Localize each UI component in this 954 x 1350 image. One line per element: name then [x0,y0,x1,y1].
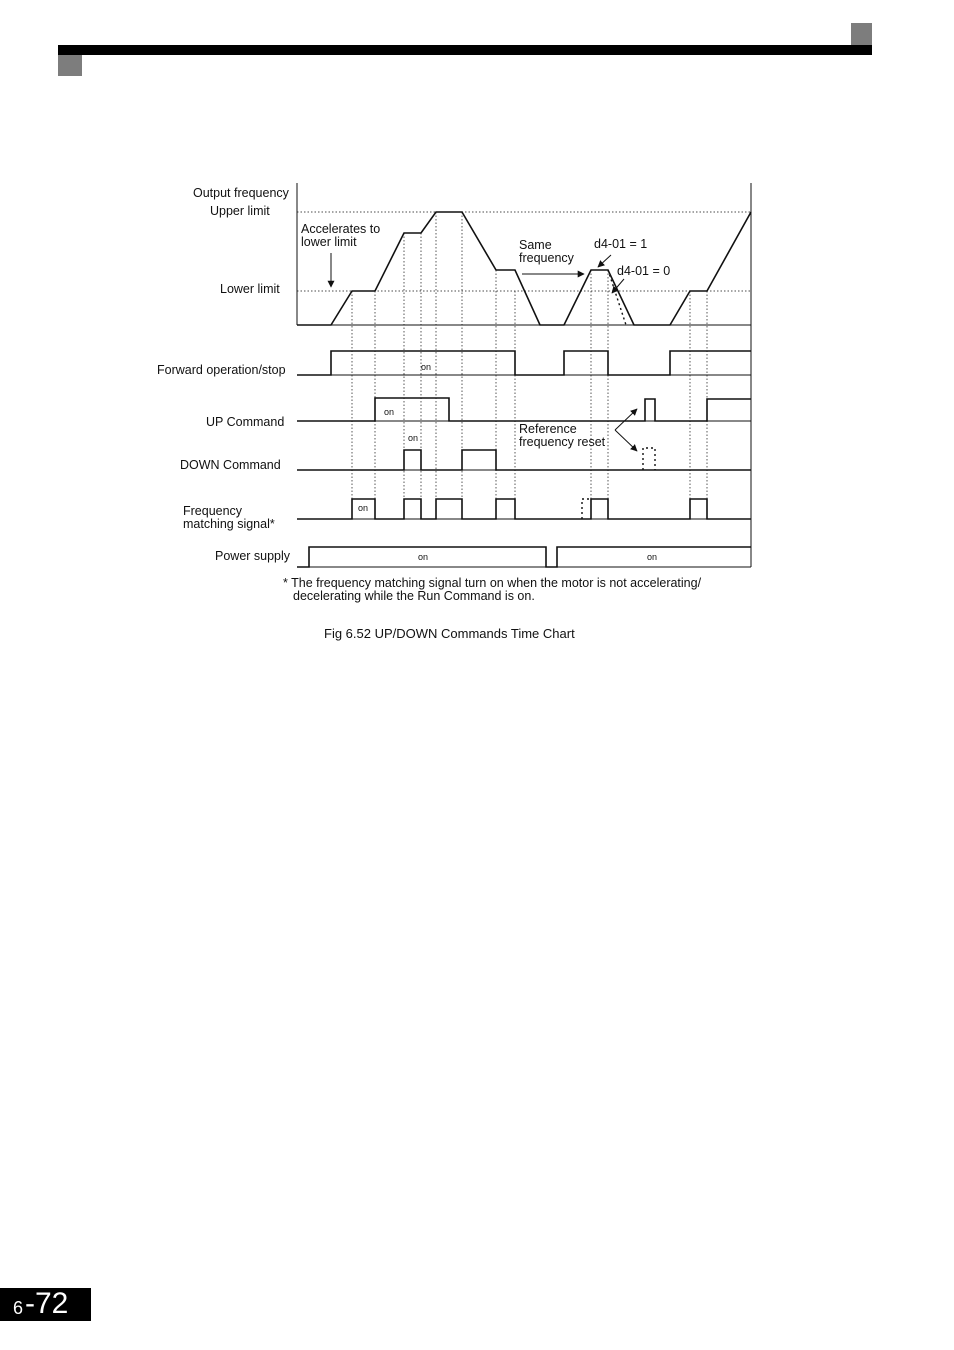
d4-01-equals-1: d4-01 = 1 [594,237,648,251]
same-frequency-line1: Same [519,238,552,252]
power-supply-trace [297,547,751,567]
footnote-line2: decelerating while the Run Command is on. [293,589,535,603]
power-on-label-2: on [647,552,658,562]
chapter-number: 6 [13,1298,24,1318]
down-command-label: DOWN Command [180,458,281,472]
down-command-alt-trace [643,448,655,470]
frequency-matching-label-line2: matching signal* [183,517,275,531]
reference-reset-line1: Reference [519,422,577,436]
d4-01-equals-0: d4-01 = 0 [617,264,671,278]
same-frequency-line2: frequency [519,251,574,265]
lower-limit-label: Lower limit [220,282,280,296]
up-command-label: UP Command [206,415,285,429]
up-command-trace [297,398,751,421]
power-supply-label: Power supply [215,549,291,563]
forward-operation-label: Forward operation/stop [157,363,286,377]
accel-note-line2: lower limit [301,235,357,249]
frequency-matching-alt-trace [582,499,591,519]
reference-reset-line2: frequency reset [519,435,606,449]
d4-01-1-arrow [598,255,611,267]
down-command-trace [297,450,751,470]
frequency-matching-label-line1: Frequency [183,504,243,518]
reset-arrow-down [615,430,637,451]
power-on-label-1: on [418,552,429,562]
accel-note-line1: Accelerates to [301,222,381,236]
figure-caption: Fig 6.52 UP/DOWN Commands Time Chart [324,626,575,641]
footnote-line1: * The frequency matching signal turn on when the motor is not accelerating/ [283,576,702,590]
figure-footnote [283,577,701,603]
match-on-label: on [358,503,369,513]
forward-operation-trace [297,351,751,375]
forward-on-label: on [421,362,432,372]
upper-limit-label: Upper limit [210,204,270,218]
page-number: -72 [25,1287,69,1320]
output-frequency-label: Output frequency [193,186,289,200]
reset-arrow-up [615,409,637,430]
page-number-box [0,1288,91,1321]
output-frequency-alt-trace [608,270,626,325]
up-on-label: on [384,407,395,417]
down-on-label: on [408,433,419,443]
